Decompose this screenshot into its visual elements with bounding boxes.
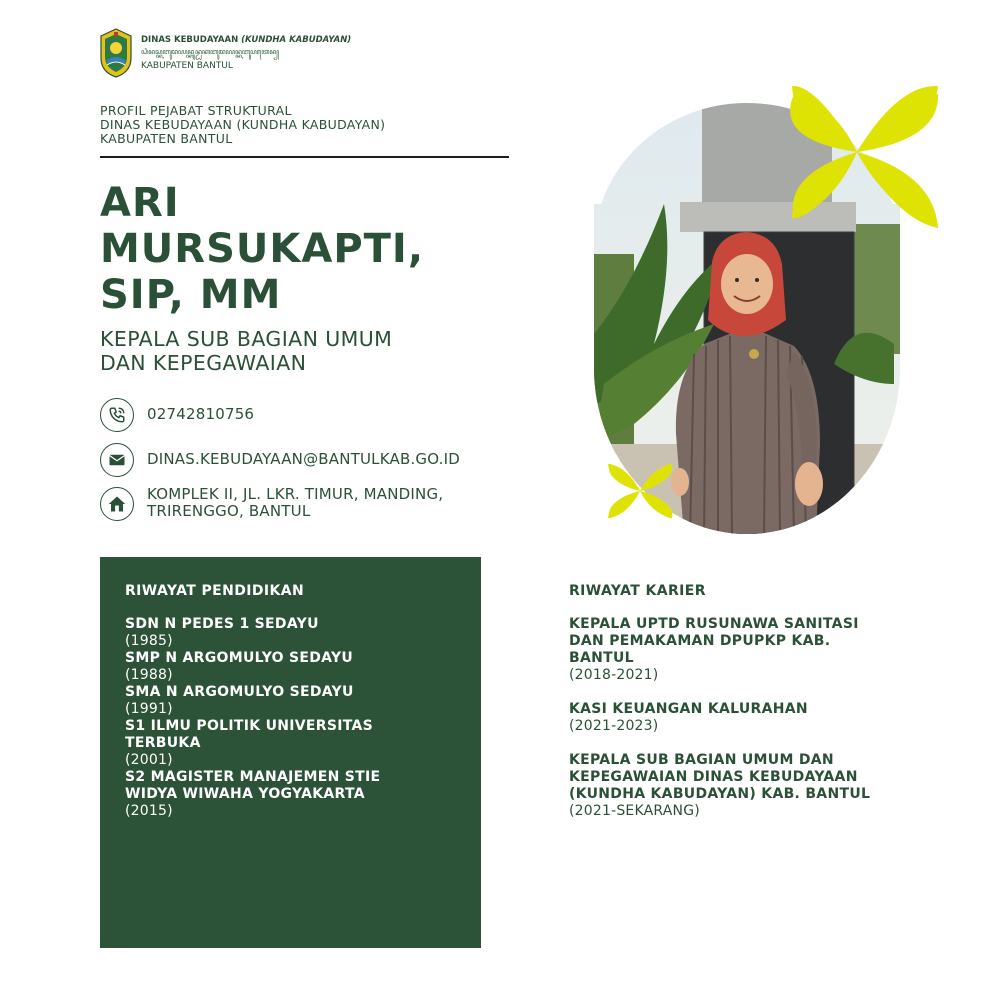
logo-regency: KABUPATEN BANTUL: [141, 61, 233, 71]
education-item: SMA N ARGOMULYO SEDAYU (1991): [125, 684, 354, 717]
phone-number: 02742810756: [147, 405, 255, 423]
career-section: [569, 583, 909, 837]
logo-javanese-script: ꦝꦶꦤꦱ꧀ꦏꦧꦸꦢꦪꦤ꧀ꦏꦸꦤ꧀ꦝꦏꦧꦸꦢꦪꦤ꧀ꦏꦧꦸꦥꦠꦺꦤ꧀: [141, 48, 279, 56]
profile-subheading: PROFIL PEJABAT STRUKTURAL DINAS KEBUDAYAAN (KUNDHA KABUDAYAN) KABUPATEN BANTUL: [100, 103, 386, 146]
divider-line: [100, 156, 509, 158]
education-item: SDN N PEDES 1 SEDAYU (1985): [125, 616, 319, 649]
education-item: S1 ILMU POLITIK UNIVERSITAS TERBUKA (2001): [125, 718, 374, 768]
education-panel: [100, 557, 481, 948]
career-heading: RIWAYAT KARIER: [569, 583, 706, 599]
education-heading: RIWAYAT PENDIDIKAN: [125, 583, 305, 599]
career-item: KASI KEUANGAN KALURAHAN (2021-2023): [569, 701, 808, 734]
address-text: KOMPLEK II, JL. LKR. TIMUR, MANDING, TRIRENGGO, BANTUL: [147, 485, 444, 520]
phone-icon: [100, 398, 134, 432]
position-title: KEPALA SUB BAGIAN UMUM DAN KEPEGAWAIAN: [100, 327, 393, 375]
career-item: KEPALA UPTD RUSUNAWA SANITASI DAN PEMAKAMAN DPUPKP KAB. BANTUL (2018-2021): [569, 616, 859, 683]
agency-logo: [98, 28, 398, 80]
envelope-icon: [100, 443, 134, 477]
education-item: SMP N ARGOMULYO SEDAYU (1988): [125, 650, 354, 683]
education-item: S2 MAGISTER MANAJEMEN STIE WIDYA WIWAHA YOGYAKARTA (2015): [125, 769, 381, 819]
bantul-emblem-icon: [98, 28, 134, 78]
career-item: KEPALA SUB BAGIAN UMUM DAN KEPEGAWAIAN DINAS KEBUDAYAAN (KUNDHA KABUDAYAN) KAB. BANTUL (2021-SEKARANG): [569, 752, 871, 819]
home-icon: [100, 487, 134, 521]
official-name: ARI MURSUKAPTI, SIP, MM: [100, 180, 425, 318]
logo-agency-name: DINAS KEBUDAYAAN (KUNDHA KABUDAYAN): [141, 35, 352, 45]
portrait-photo: [594, 84, 940, 536]
email-address: DINAS.KEBUDAYAAN@BANTULKAB.GO.ID: [147, 450, 460, 468]
